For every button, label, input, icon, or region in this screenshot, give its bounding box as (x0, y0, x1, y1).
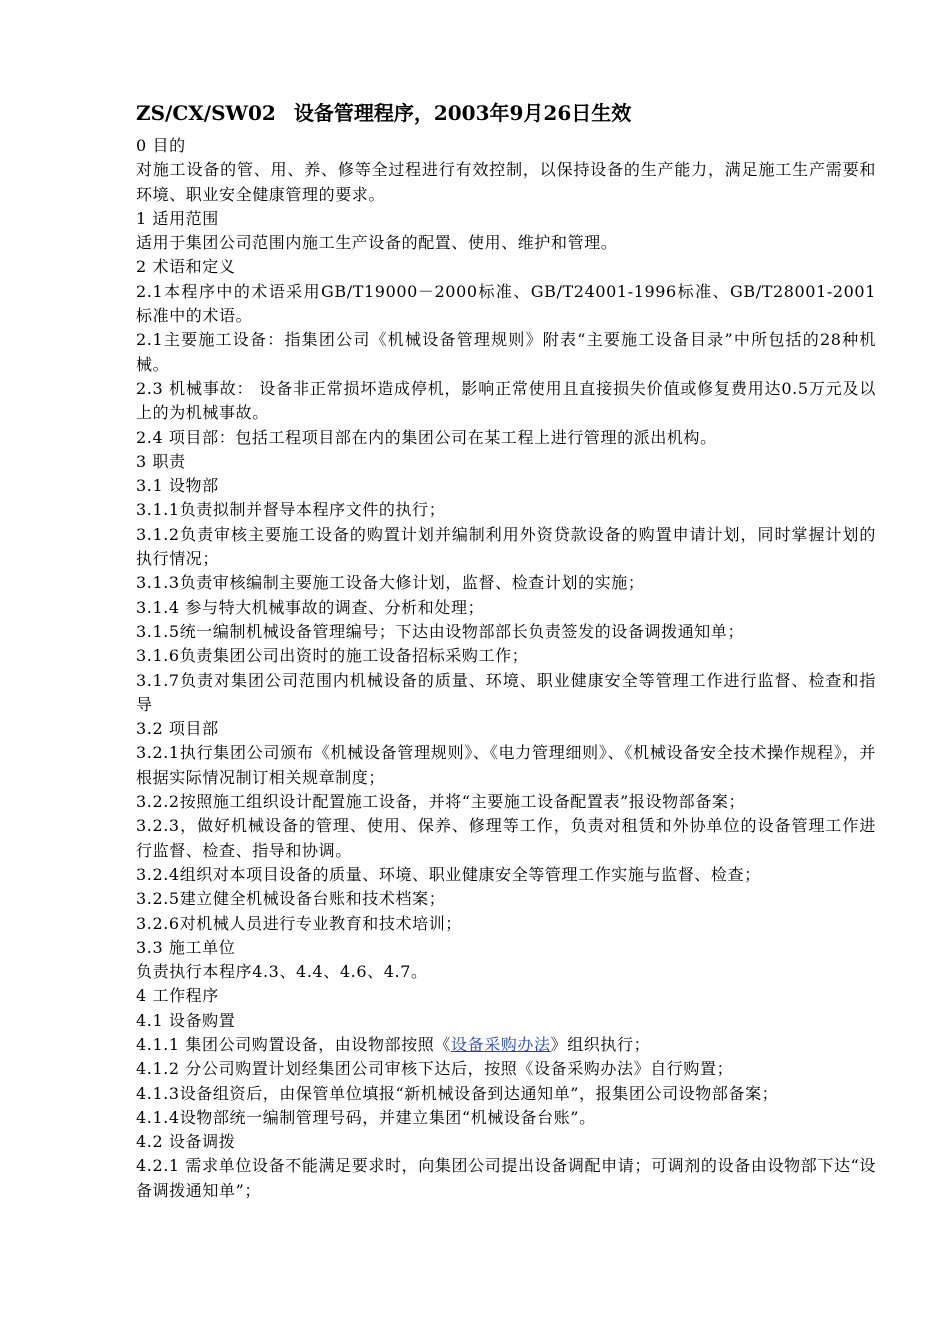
paragraph: 对施工设备的管、用、养、修等全过程进行有效控制，以保持设备的生产能力，满足施工生产需要和环境、职业安全健康管理的要求。 (136, 160, 876, 204)
paragraph: 3.2.4组织对本项目设备的质量、环境、职业健康安全等管理工作实施与监督、检查； (136, 864, 761, 884)
paragraph: 2.1本程序中的术语采用GB/T19000－2000标准、GB/T24001-1996标准、GB/T28001-2001标准中的术语。 (136, 281, 876, 326)
document-title-text: 设备管理程序，2003年9月26日生效 (293, 101, 632, 125)
subsection-heading: 4.2 设备调拨 (136, 1132, 236, 1152)
section-heading: 3 职责 (136, 451, 186, 471)
section-heading: 0 目的 (136, 136, 186, 155)
procurement-method-link[interactable]: 设备采购办法 (451, 1034, 551, 1054)
paragraph: 3.1.6负责集团公司出资时的施工设备招标采购工作； (136, 646, 529, 666)
subsection-heading: 3.1 设物部 (136, 476, 219, 496)
paragraph: 2.1主要施工设备：指集团公司《机械设备管理规则》附表“主要施工设备目录”中所包括的28种机械。 (136, 330, 876, 374)
paragraph: 3.2.3，做好机械设备的管理、使用、保养、修理等工作，负责对租赁和外协单位的设备管理工作进行监督、检查、指导和协调。 (136, 816, 876, 860)
paragraph: 负责执行本程序4.3、4.4、4.6、4.7。 (136, 962, 428, 982)
paragraph: 4.1.2 分公司购置计划经集团公司审核下达后，按照《设备采购办法》自行购置； (136, 1059, 734, 1079)
paragraph: 4.2.1 需求单位设备不能满足要求时，向集团公司提出设备调配申请；可调剂的设备由设物部下达“设备调拨通知单”； (136, 1156, 876, 1200)
document-title (136, 98, 876, 128)
document-page (136, 98, 876, 1203)
paragraph: 2.3 机械事故： 设备非正常损坏造成停机，影响正常使用且直接损失价值或修复费用达0.5万元及以上的为机械事故。 (136, 378, 876, 423)
section-heading: 1 适用范围 (136, 208, 219, 228)
paragraph: 3.1.4 参与特大机械事故的调查、分析和处理； (136, 597, 485, 617)
paragraph-text: 4.1.1 集团公司购置设备，由设物部按照《 (136, 1034, 451, 1054)
paragraph-with-link (136, 1033, 876, 1057)
subsection-heading: 3.3 施工单位 (136, 937, 236, 957)
subsection-heading: 4.1 设备购置 (136, 1010, 236, 1030)
paragraph: 2.4 项目部：包括工程项目部在内的集团公司在某工程上进行管理的派出机构。 (136, 427, 717, 447)
paragraph: 3.2.2按照施工组织设计配置施工设备，并将“主要施工设备配置表”报设物部备案； (136, 792, 746, 812)
paragraph: 3.2.5建立健全机械设备台账和技术档案； (136, 889, 446, 909)
paragraph: 适用于集团公司范围内施工生产设备的配置、使用、维护和管理。 (136, 233, 618, 253)
paragraph: 3.1.3负责审核编制主要施工设备大修计划，监督、检查计划的实施； (136, 573, 645, 593)
paragraph: 3.2.6对机械人员进行专业教育和技术培训； (136, 913, 462, 933)
paragraph: 4.1.4设物部统一编制管理号码，并建立集团“机械设备台账”。 (136, 1107, 596, 1127)
paragraph: 3.2.1执行集团公司颁布《机械设备管理规则》、《电力管理细则》、《机械设备安全技术操作规程》，并根据实际情况制订相关规章制度； (136, 743, 876, 787)
paragraph: 3.1.5统一编制机械设备管理编号；下达由设物部部长负责签发的设备调拨通知单； (136, 621, 745, 641)
paragraph: 4.1.3设备组资后，由保管单位填报“新机械设备到达通知单”，报集团公司设物部备案； (136, 1083, 779, 1103)
section-heading: 2 术语和定义 (136, 257, 236, 277)
document-code: ZS/CX/SW02 (136, 101, 276, 125)
paragraph: 3.1.1负责拟制并督导本程序文件的执行； (136, 500, 446, 520)
paragraph: 3.1.7负责对集团公司范围内机械设备的质量、环境、职业健康安全等管理工作进行监督、检查和指导 (136, 670, 876, 714)
section-heading: 4 工作程序 (136, 986, 219, 1006)
paragraph: 3.1.2负责审核主要施工设备的购置计划并编制利用外资贷款设备的购置申请计划，同时掌握计划的执行情况； (136, 524, 876, 569)
subsection-heading: 3.2 项目部 (136, 719, 219, 739)
paragraph-text: 》组织执行； (550, 1034, 651, 1054)
